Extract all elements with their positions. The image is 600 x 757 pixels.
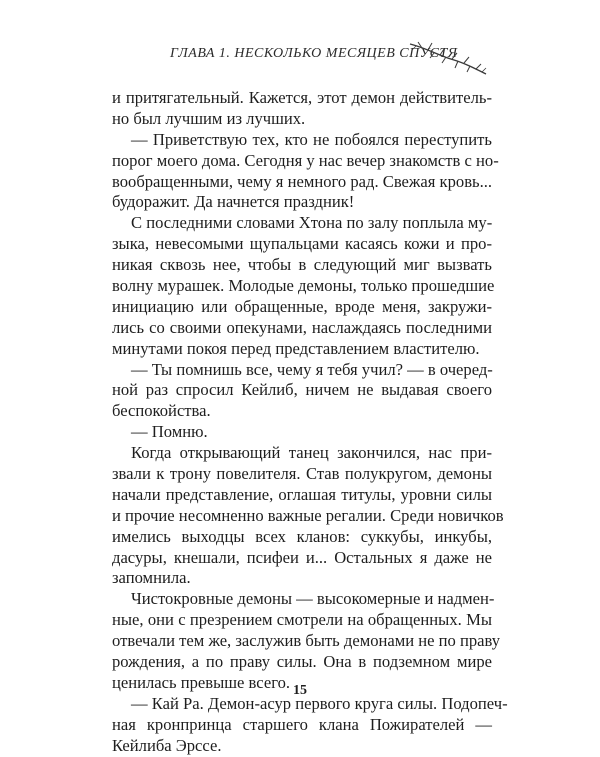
text-line: вообращенными, чему я немного рад. Свежая кровь... <box>112 171 493 191</box>
text-line: Когда открывающий танец закончился, нас при- <box>131 443 492 463</box>
text-line: рождения, а по праву силы. Она в подземном мире <box>112 652 492 672</box>
text-line: — Ты помнишь все, чему я тебя учил? — в очеред- <box>131 359 493 379</box>
text-line: и прочие несомненно важные регалии. Среди новичков <box>112 505 504 525</box>
text-line: но был лучшим из лучших. <box>112 108 306 128</box>
text-line: звали к трону повелителя. Став полукругом, демоны <box>112 464 492 484</box>
text-line: дасуры, кнешали, псифеи и... Остальных я даже не <box>112 547 492 567</box>
text-line: начали представление, оглашая титулы, уровни силы <box>112 484 492 504</box>
text-line: — Приветствую тех, кто не побоялся переступить <box>131 129 492 149</box>
text-line: лись со своими опекунами, наслаждаясь последними <box>112 317 492 337</box>
body-text <box>112 88 508 757</box>
text-line: Чистокровные демоны — высокомерные и надмен- <box>131 589 495 609</box>
text-line: минутами покоя перед представлением властителю. <box>112 338 480 358</box>
running-title: ГЛАВА 1. НЕСКОЛЬКО МЕСЯЦЕВ СПУСТЯ <box>170 46 458 61</box>
text-line: зыка, невесомыми щупальцами касаясь кожи и про- <box>112 234 492 254</box>
text-line: будоражит. Да начнется праздник! <box>112 192 355 212</box>
text-line: порог моего дома. Сегодня у нас вечер знакомств с но- <box>112 150 499 170</box>
text-line: ные, они с презрением смотрели на обращенных. Мы <box>112 610 492 630</box>
text-line: и притягательный. Кажется, этот демон действитель- <box>112 88 492 107</box>
text-line: — Помню. <box>131 422 208 442</box>
text-line: Кейлиба Эрссе. <box>112 735 222 755</box>
page-number: 15 <box>293 683 307 698</box>
text-line: инициацию или обращенные, вроде меня, закружи- <box>112 296 492 316</box>
text-line: С последними словами Хтона по залу поплыла му- <box>131 213 493 233</box>
text-line: имелись выходцы всех кланов: суккубы, инкубы, <box>112 526 492 546</box>
text-line: никая сквозь нее, чтобы в следующий миг вызвать <box>112 255 492 275</box>
text-line: запомнила. <box>112 568 191 588</box>
thorny-branch-icon <box>408 38 488 78</box>
text-line: — Кай Ра. Демон-асур первого круга силы. Подопеч- <box>131 693 508 713</box>
text-line: волну мурашек. Молодые демоны, только прошедшие <box>112 276 495 296</box>
text-line: беспокойства. <box>112 401 211 421</box>
text-line: ная кронпринца старшего клана Пожирателей — <box>112 714 492 734</box>
text-line: отвечали тем же, заслужив быть демонами не по праву <box>112 631 501 651</box>
text-line: ной раз спросил Кейлиб, ничем не выдавая своего <box>112 380 492 400</box>
text-line: ценилась превыше всего. <box>112 672 291 692</box>
